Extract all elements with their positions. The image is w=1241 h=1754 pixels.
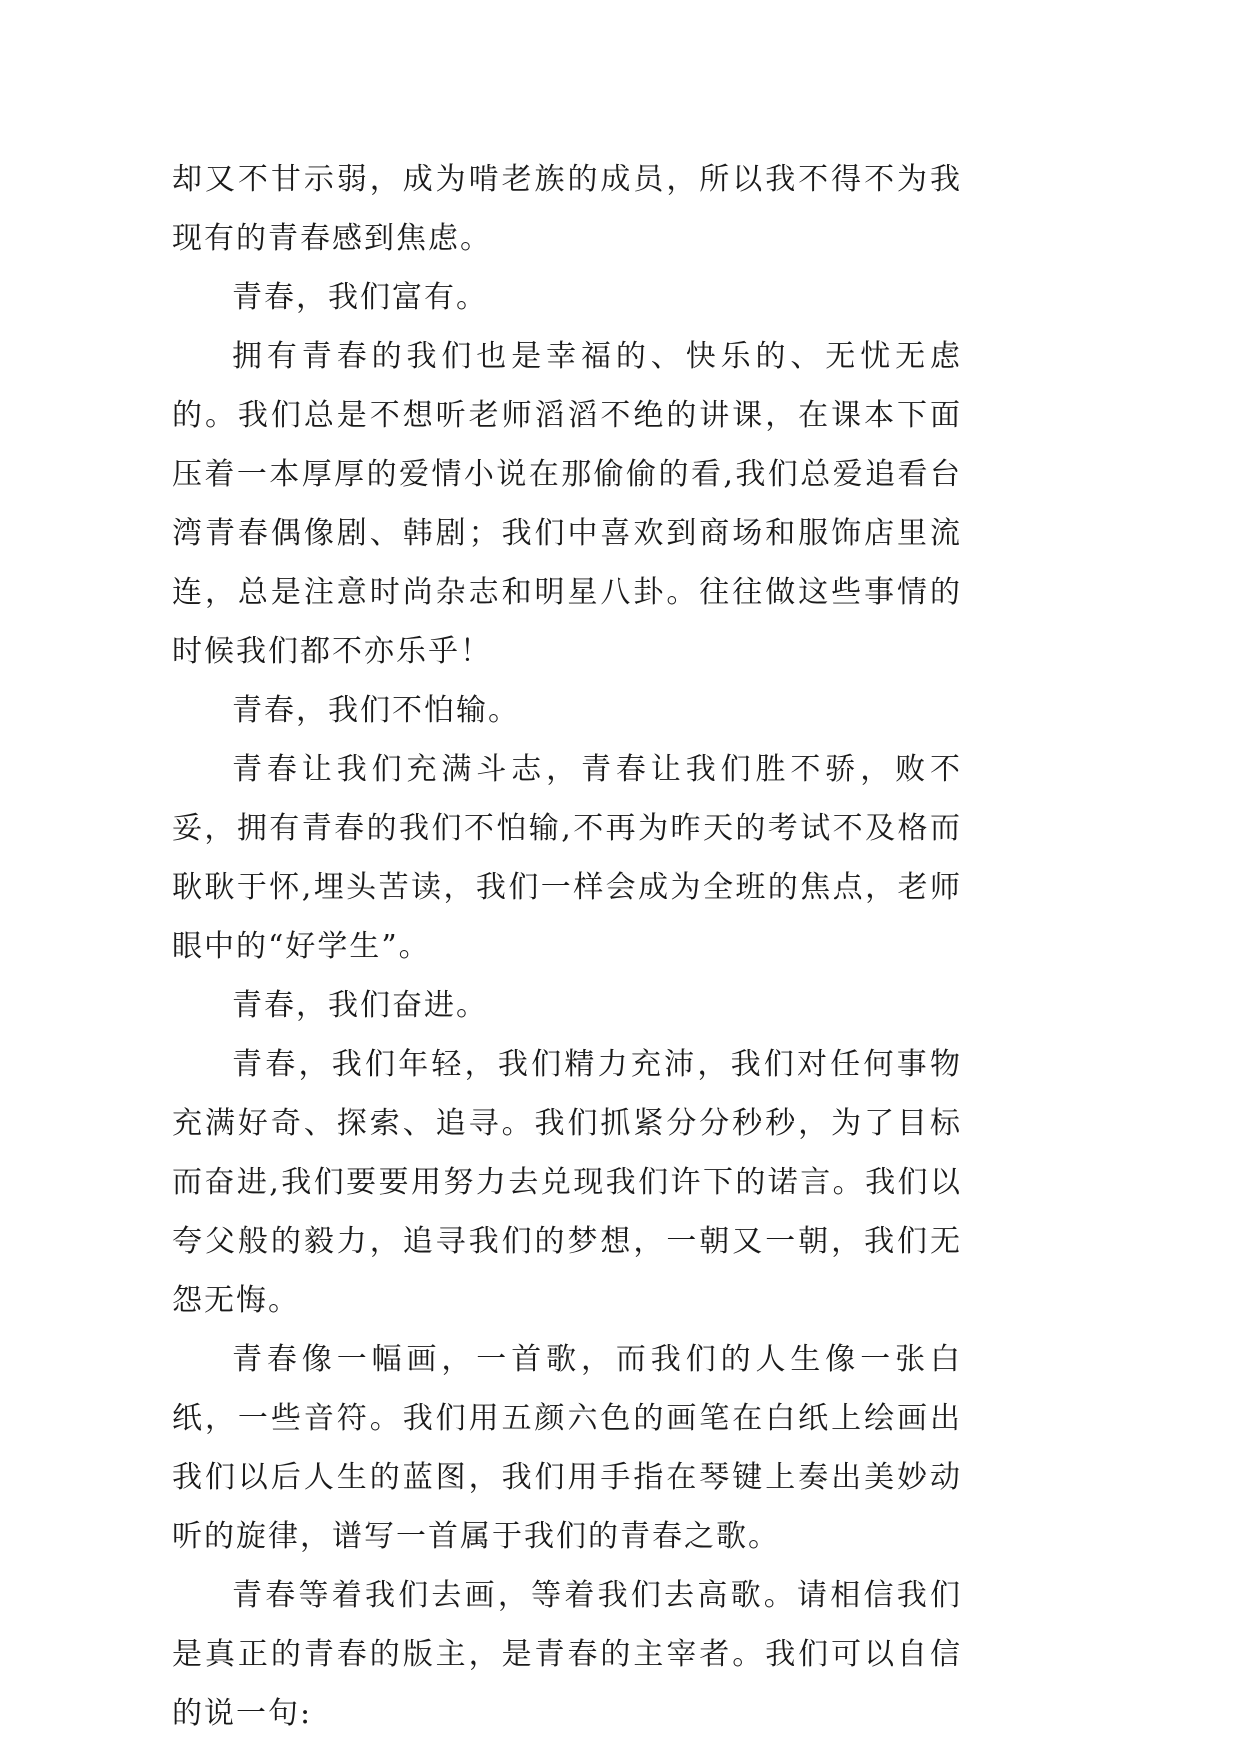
document-body (172, 150, 962, 1743)
paragraph: 青春等着我们去画，等着我们去高歌。请相信我们是真正的青春的版主，是青春的主宰者。我们可以自信的说一句: (172, 1578, 962, 1731)
paragraph: 青春像一幅画，一首歌，而我们的人生像一张白纸，一些音符。我们用五颜六色的画笔在白纸上绘画出我们以后人生的蓝图，我们用手指在琴键上奏出美妙动听的旋律，谱写一首属于我们的青春之歌。 (172, 1342, 962, 1554)
paragraph: 青春，我们富有。 (232, 280, 488, 315)
paragraph: 拥有青春的我们也是幸福的、快乐的、无忧无虑的。我们总是不想听老师滔滔不绝的讲课，在课本下面压着一本厚厚的爱情小说在那偷偷的看,我们总爱追看台湾青春偶像剧、韩剧；我们中喜欢到商场和服饰店里流连，总是注意时尚杂志和明星八卦。往往做这些事情的时候我们都不亦乐乎！ (172, 339, 962, 669)
paragraph: 却又不甘示弱，成为啃老族的成员，所以我不得不为我现有的青春感到焦虑。 (172, 162, 962, 256)
paragraph: 青春让我们充满斗志，青春让我们胜不骄，败不妥，拥有青春的我们不怕输,不再为昨天的考试不及格而耿耿于怀,埋头苦读，我们一样会成为全班的焦点，老师眼中的“好学生”。 (172, 752, 962, 964)
paragraph: 青春，我们年轻，我们精力充沛，我们对任何事物充满好奇、探索、追寻。我们抓紧分分秒秒，为了目标而奋进,我们要要用努力去兑现我们许下的诺言。我们以夸父般的毅力，追寻我们的梦想，一朝又一朝，我们无怨无悔。 (172, 1047, 962, 1318)
paragraph: 青春，我们奋进。 (232, 988, 488, 1023)
paragraph: 青春，我们不怕输。 (232, 693, 520, 728)
